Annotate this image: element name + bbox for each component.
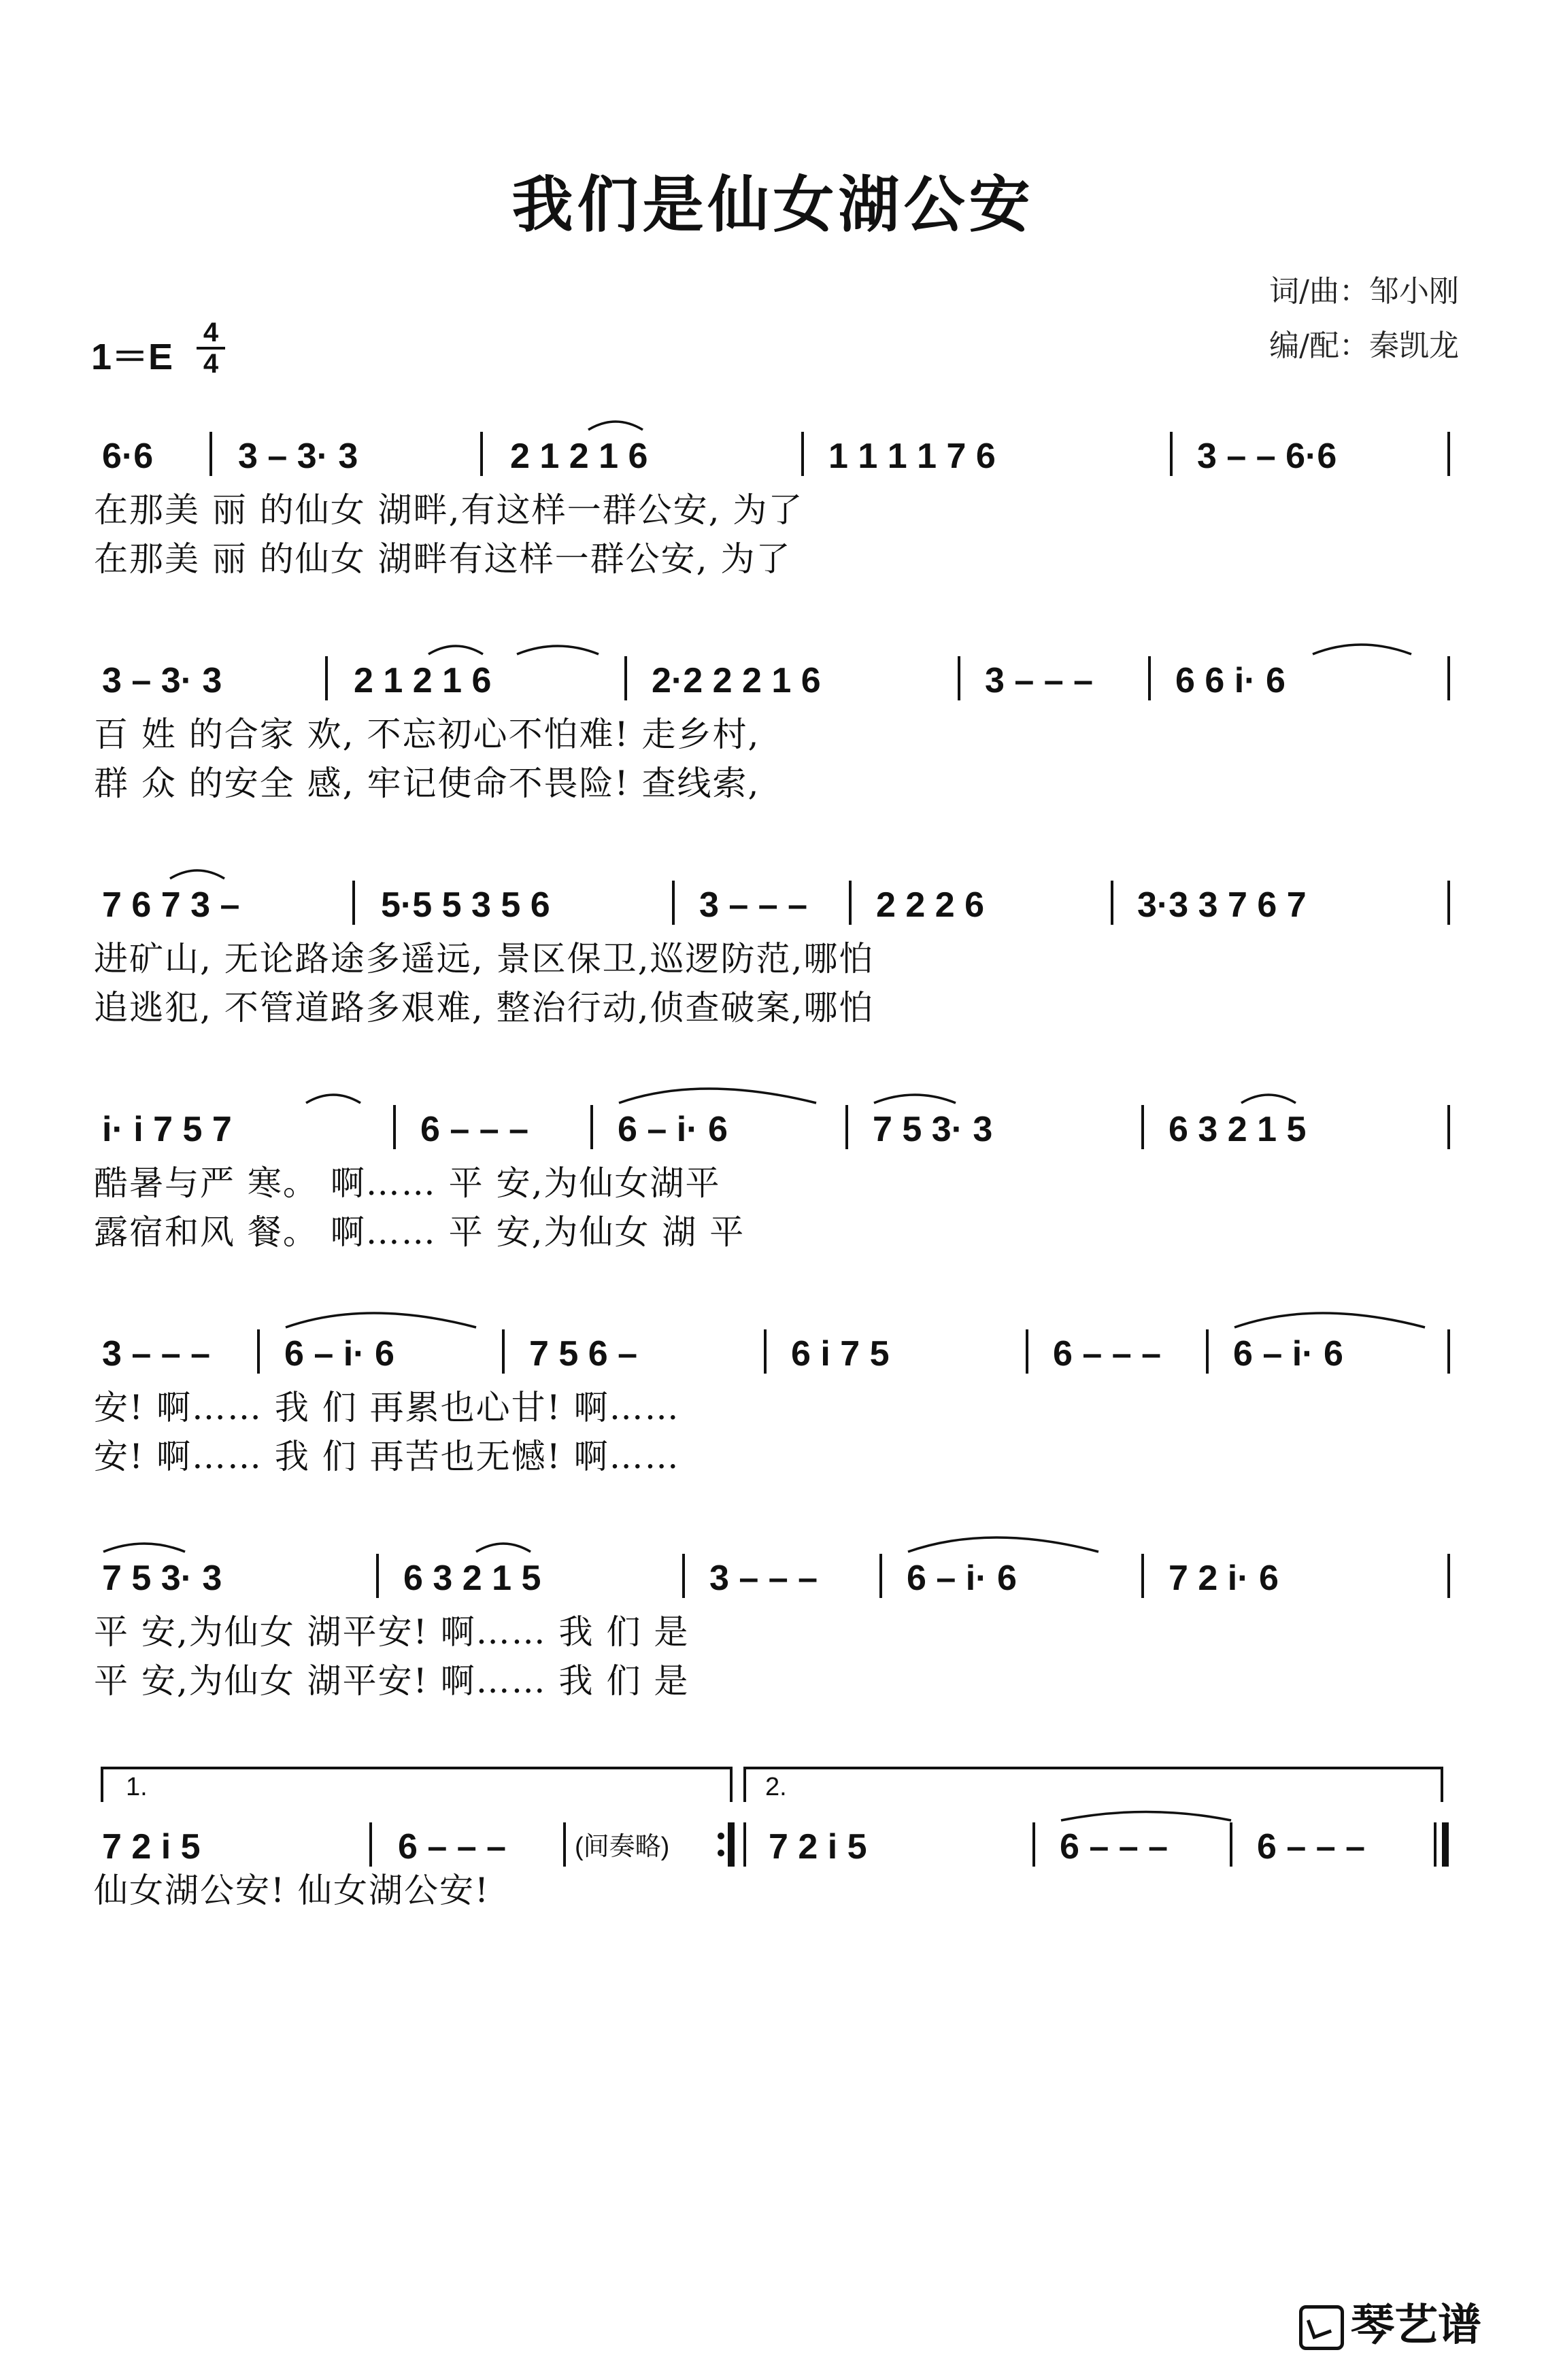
logo-icon [1299, 2305, 1344, 2350]
score-system-1 [0, 415, 1546, 619]
svg-text:2·2 2 2 1 6: 2·2 2 2 1 6 [652, 661, 821, 700]
svg-text:2 1 2 1 6: 2 1 2 1 6 [510, 437, 648, 476]
score-system-2 [0, 639, 1546, 843]
time-signature-bottom: 4 [203, 349, 219, 379]
svg-text:6 – – –: 6 – – – [1060, 1827, 1169, 1867]
svg-text:7 6 7 3 –: 7 6 7 3 – [102, 885, 240, 925]
svg-text:3 – – –: 3 – – – [985, 661, 1094, 700]
lyrics-verse-1: 平 安,为仙女 湖平安! 啊…… 我 们 是 [94, 1612, 690, 1652]
lyrics-verse-2: 安! 啊…… 我 们 再苦也无憾! 啊…… [94, 1437, 680, 1476]
slur [517, 646, 599, 654]
jianpu-digits [102, 1334, 1343, 1374]
second-ending-label: 2. [765, 1773, 787, 1801]
slur [1241, 1095, 1296, 1103]
svg-text:i· i 7 5 7: i· i 7 5 7 [102, 1110, 232, 1149]
lyrics-verse-2: 露宿和风 餐。 啊…… 平 安,为仙女 湖 平 [94, 1212, 745, 1252]
svg-text:3 – – –: 3 – – – [709, 1559, 818, 1598]
svg-text:7 2 i 5: 7 2 i 5 [769, 1827, 867, 1867]
arranger-credit: 编/配：秦凯龙 [1269, 328, 1459, 363]
slur [170, 870, 224, 879]
svg-text:6 6 i· 6: 6 6 i· 6 [1175, 661, 1285, 700]
slur [1234, 1313, 1425, 1327]
lyrics-verse-2: 平 安,为仙女 湖平安! 啊…… 我 们 是 [94, 1661, 690, 1701]
slur [103, 1544, 185, 1552]
slur [908, 1537, 1098, 1552]
svg-text:6 – – –: 6 – – – [1257, 1827, 1366, 1867]
interlude-note: (间奏略) [575, 1833, 670, 1861]
svg-text:7 5 3· 3: 7 5 3· 3 [102, 1559, 222, 1598]
lyrics-verse-2: 在那美 丽 的仙女 湖畔有这样一群公安, 为了 [94, 539, 792, 579]
lyricist-composer-credit: 词/曲：邹小刚 [1269, 274, 1459, 309]
svg-text:3 – 3· 3: 3 – 3· 3 [102, 661, 222, 700]
lyrics-verse-1: 在那美 丽 的仙女 湖畔,有这样一群公安, 为了 [94, 490, 804, 530]
score-system-4 [0, 1088, 1546, 1292]
watermark-text: 琴艺谱 [1351, 2300, 1481, 2351]
svg-text:3 – – –: 3 – – – [102, 1334, 211, 1374]
jianpu-digits [102, 885, 1307, 925]
svg-text:6 3 2 1 5: 6 3 2 1 5 [403, 1559, 541, 1598]
svg-text:7 5 3· 3: 7 5 3· 3 [873, 1110, 993, 1149]
score-system-5 [0, 1312, 1546, 1516]
lyrics-verse-1: 酷暑与严 寒。 啊…… 平 安,为仙女湖平 [94, 1163, 721, 1203]
jianpu-digits [102, 1559, 1279, 1598]
tie [1061, 1812, 1231, 1821]
svg-text:3 – – –: 3 – – – [699, 885, 808, 925]
first-ending-bracket [102, 1768, 731, 1802]
slur [588, 422, 643, 430]
svg-text:7 2 i 5: 7 2 i 5 [102, 1827, 201, 1867]
lyrics-ending: 仙女湖公安! 仙女湖公安! [94, 1871, 490, 1910]
svg-text:2 1 2 1 6: 2 1 2 1 6 [354, 661, 492, 700]
svg-text:6 – – –: 6 – – – [420, 1110, 529, 1149]
svg-text:6 i 7 5: 6 i 7 5 [791, 1334, 890, 1374]
svg-text:6 – – –: 6 – – – [398, 1827, 507, 1867]
svg-text:6 – i· 6: 6 – i· 6 [284, 1334, 394, 1374]
svg-text:6 – i· 6: 6 – i· 6 [618, 1110, 728, 1149]
watermark-logo [1299, 2290, 1481, 2353]
svg-text:6·6: 6·6 [102, 437, 154, 476]
svg-text:7 5 6 –: 7 5 6 – [529, 1334, 638, 1374]
jianpu-digits [102, 437, 1337, 476]
svg-text:1 1 1 1 7 6: 1 1 1 1 7 6 [828, 437, 996, 476]
score-system-3 [0, 864, 1546, 1068]
score-system-6 [0, 1537, 1546, 1741]
first-ending-label: 1. [126, 1773, 148, 1801]
notation-line-7 [0, 1754, 1546, 1958]
lyrics-verse-2: 群 众 的安全 感, 牢记使命不畏险! 查线索, [94, 764, 760, 803]
jianpu-digits [102, 661, 1285, 700]
svg-text:3·3 3 7 6 7: 3·3 3 7 6 7 [1137, 885, 1307, 925]
jianpu-digits [102, 1110, 1306, 1149]
score-system-7 [0, 1754, 1546, 1958]
svg-text:2 2 2 6: 2 2 2 6 [876, 885, 985, 925]
lyrics-verse-1: 百 姓 的合家 欢, 不忘初心不怕难! 走乡村, [94, 715, 760, 754]
score-title: 我们是仙女湖公安 [511, 169, 1035, 241]
second-ending-bracket [745, 1768, 1442, 1802]
lyrics-verse-1: 安! 啊…… 我 们 再累也心甘! 啊…… [94, 1388, 680, 1427]
svg-text:3 – 3· 3: 3 – 3· 3 [238, 437, 358, 476]
svg-text:5·5 5 3 5 6: 5·5 5 3 5 6 [381, 885, 550, 925]
slur [306, 1095, 360, 1103]
svg-text:3 – – 6·6: 3 – – 6·6 [1197, 437, 1337, 476]
key-signature: 1＝E [91, 337, 173, 377]
svg-text:7 2 i· 6: 7 2 i· 6 [1169, 1559, 1279, 1598]
svg-text:6 3 2 1 5: 6 3 2 1 5 [1169, 1110, 1307, 1149]
time-signature-top: 4 [203, 318, 219, 347]
time-signature [194, 320, 228, 377]
slur [1313, 645, 1411, 654]
slur [286, 1313, 476, 1327]
lyrics-verse-2: 追逃犯, 不管道路多艰难, 整治行动,侦查破案,哪怕 [94, 988, 875, 1027]
svg-text:6 – i· 6: 6 – i· 6 [1233, 1334, 1343, 1374]
lyrics-verse-1: 进矿山, 无论路途多遥远, 景区保卫,巡逻防范,哪怕 [94, 939, 875, 979]
svg-text:6 – – –: 6 – – – [1053, 1334, 1162, 1374]
slur [874, 1095, 956, 1103]
slur [619, 1089, 816, 1103]
slur [476, 1544, 531, 1552]
slur [428, 646, 483, 654]
svg-text:6 – i· 6: 6 – i· 6 [907, 1559, 1017, 1598]
